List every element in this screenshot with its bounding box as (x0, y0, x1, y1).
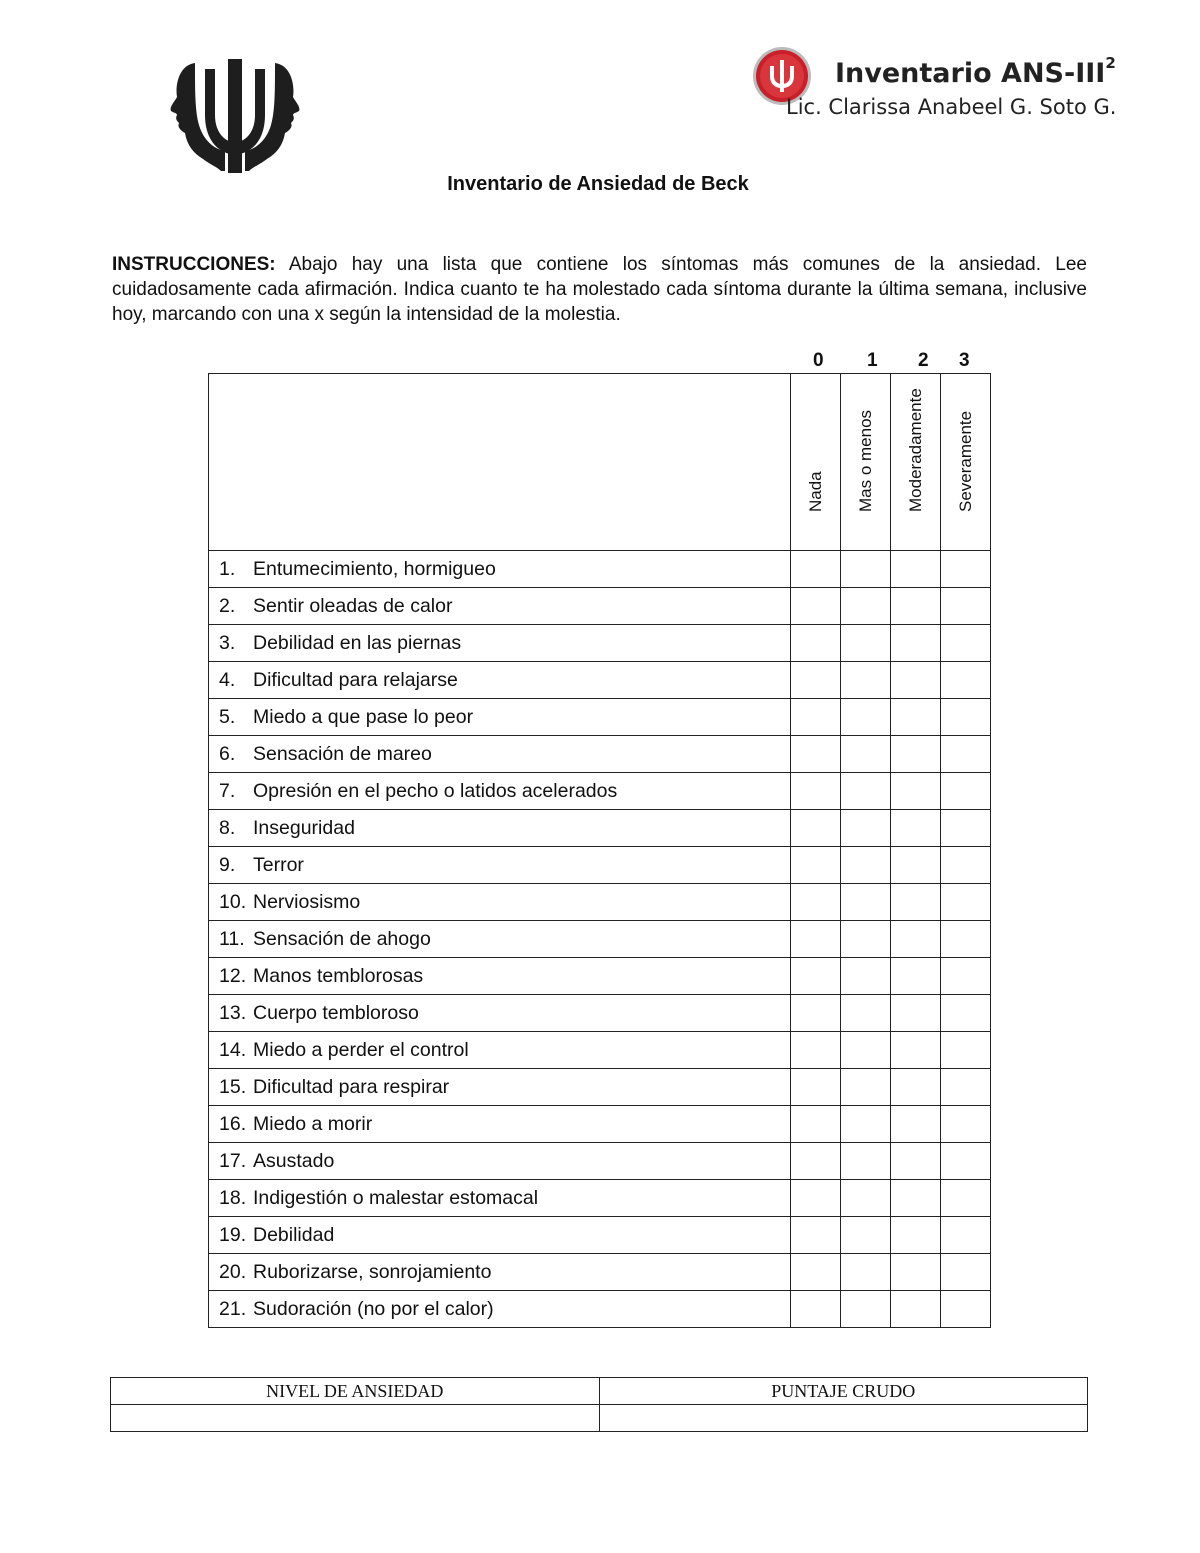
mark-cell-nada[interactable] (791, 1143, 841, 1180)
symptom-text: Miedo a que pase lo peor (253, 705, 474, 728)
symptom-text: Manos temblorosas (253, 964, 424, 987)
mark-cell-mas-o-menos[interactable] (841, 625, 891, 662)
mark-cell-mas-o-menos[interactable] (841, 551, 891, 588)
symptom-label (209, 847, 791, 884)
symptom-label (209, 958, 791, 995)
mark-cell-moderadamente[interactable] (891, 884, 941, 921)
scale-number-1: 1 (867, 350, 878, 371)
symptom-text: Opresión en el pecho o latidos acelerados (253, 779, 618, 802)
mark-cell-mas-o-menos[interactable] (841, 958, 891, 995)
symptom-table (208, 373, 991, 1328)
mark-cell-moderadamente[interactable] (891, 588, 941, 625)
symptom-label (209, 884, 791, 921)
symptom-number: 6. (219, 742, 236, 765)
symptom-text: Cuerpo tembloroso (253, 1001, 419, 1024)
mark-cell-mas-o-menos[interactable] (841, 1254, 891, 1291)
mark-cell-nada[interactable] (791, 1106, 841, 1143)
symptom-label (209, 995, 791, 1032)
puntaje-crudo-label: PUNTAJE CRUDO (599, 1378, 1088, 1405)
nivel-ansiedad-field[interactable] (111, 1405, 600, 1432)
symptom-text: Entumecimiento, hormigueo (253, 557, 496, 580)
mark-cell-severamente[interactable] (941, 1032, 991, 1069)
symptom-label (209, 699, 791, 736)
mark-cell-mas-o-menos[interactable] (841, 1180, 891, 1217)
table-header-row (209, 374, 991, 551)
header-title: Inventario ANS-III$^2$ (835, 54, 1116, 89)
scale-number-2: 2 (918, 350, 929, 371)
symptom-label (209, 1069, 791, 1106)
mark-cell-severamente[interactable] (941, 1106, 991, 1143)
mark-cell-mas-o-menos[interactable] (841, 921, 891, 958)
mark-cell-severamente[interactable] (941, 588, 991, 625)
mark-cell-severamente[interactable] (941, 551, 991, 588)
mark-cell-mas-o-menos[interactable] (841, 1032, 891, 1069)
table-row (209, 1291, 991, 1328)
symptom-text: Sensación de ahogo (253, 927, 431, 950)
table-row (209, 921, 991, 958)
mark-cell-mas-o-menos[interactable] (841, 736, 891, 773)
mark-cell-nada[interactable] (791, 1032, 841, 1069)
symptom-label (209, 625, 791, 662)
table-row (209, 1069, 991, 1106)
header-blank-cell (209, 374, 791, 551)
table-row (209, 699, 991, 736)
instructions-text: Abajo hay una lista que contiene los síntomas más comunes de la ansiedad. Lee cuidadosamente cada afirmación. Indica cuanto te ha molestado cada síntoma durante la última semana, inclusive hoy, marcando con una x según la intensidad de la molestia. (112, 254, 1087, 325)
mark-cell-nada[interactable] (791, 847, 841, 884)
table-row (209, 1254, 991, 1291)
table-row (209, 773, 991, 810)
symptom-number: 19. (219, 1223, 247, 1246)
symptom-label (209, 588, 791, 625)
symptom-text: Inseguridad (253, 816, 355, 839)
mark-cell-severamente[interactable] (941, 1069, 991, 1106)
scale-number-0: 0 (813, 350, 824, 371)
mark-cell-nada[interactable] (791, 1069, 841, 1106)
symptom-label (209, 1106, 791, 1143)
symptom-number: 12. (219, 964, 247, 987)
mark-cell-moderadamente[interactable] (891, 810, 941, 847)
symptom-text: Asustado (253, 1149, 335, 1172)
scale-number-3: 3 (959, 350, 970, 371)
mark-cell-moderadamente[interactable] (891, 1069, 941, 1106)
symptom-label (209, 1291, 791, 1328)
mark-cell-moderadamente[interactable] (891, 1106, 941, 1143)
symptom-label (209, 1143, 791, 1180)
symptom-label (209, 773, 791, 810)
symptom-text: Miedo a morir (253, 1112, 373, 1135)
psi-faces-logo-icon (165, 55, 305, 175)
mark-cell-nada[interactable] (791, 551, 841, 588)
mark-cell-mas-o-menos[interactable] (841, 995, 891, 1032)
mark-cell-nada[interactable] (791, 1254, 841, 1291)
puntaje-crudo-field[interactable] (599, 1405, 1088, 1432)
mark-cell-mas-o-menos[interactable] (841, 773, 891, 810)
mark-cell-moderadamente[interactable] (891, 1180, 941, 1217)
symptom-text: Ruborizarse, sonrojamiento (253, 1260, 492, 1283)
symptom-text: Miedo a perder el control (253, 1038, 469, 1061)
mark-cell-nada[interactable] (791, 625, 841, 662)
symptom-text: Sentir oleadas de calor (253, 594, 453, 617)
symptom-label (209, 1032, 791, 1069)
mark-cell-mas-o-menos[interactable] (841, 1143, 891, 1180)
mark-cell-moderadamente[interactable] (891, 551, 941, 588)
table-row (209, 995, 991, 1032)
summary-table (110, 1377, 1088, 1432)
symptom-label (209, 921, 791, 958)
header-col-moderadamente: Moderadamente (891, 374, 941, 551)
table-row (209, 810, 991, 847)
mark-cell-severamente[interactable] (941, 773, 991, 810)
mark-cell-severamente[interactable] (941, 736, 991, 773)
mark-cell-severamente[interactable] (941, 1217, 991, 1254)
mark-cell-moderadamente[interactable] (891, 921, 941, 958)
mark-cell-severamente[interactable] (941, 1143, 991, 1180)
symptom-number: 2. (219, 594, 236, 617)
symptom-number: 5. (219, 705, 236, 728)
nivel-ansiedad-label: NIVEL DE ANSIEDAD (111, 1378, 600, 1405)
symptom-number: 14. (219, 1038, 247, 1061)
table-row (209, 1180, 991, 1217)
mark-cell-nada[interactable] (791, 1291, 841, 1328)
instructions-label: INSTRUCCIONES: (112, 254, 276, 275)
symptom-number: 7. (219, 779, 236, 802)
symptom-number: 11. (219, 927, 245, 950)
mark-cell-moderadamente[interactable] (891, 1143, 941, 1180)
mark-cell-severamente[interactable] (941, 1254, 991, 1291)
mark-cell-nada[interactable] (791, 810, 841, 847)
mark-cell-severamente[interactable] (941, 1180, 991, 1217)
mark-cell-moderadamente[interactable] (891, 736, 941, 773)
summary-input-row (111, 1405, 1088, 1432)
mark-cell-nada[interactable] (791, 995, 841, 1032)
mark-cell-moderadamente[interactable] (891, 699, 941, 736)
header-col-mas-o-menos: Mas o menos (841, 374, 891, 551)
mark-cell-nada[interactable] (791, 699, 841, 736)
mark-cell-severamente[interactable] (941, 699, 991, 736)
table-row (209, 1143, 991, 1180)
table-row (209, 1032, 991, 1069)
symptom-text: Nerviosismo (253, 890, 361, 913)
instructions (112, 252, 1087, 327)
mark-cell-nada[interactable] (791, 958, 841, 995)
mark-cell-moderadamente[interactable] (891, 1032, 941, 1069)
mark-cell-nada[interactable] (791, 884, 841, 921)
table-row (209, 736, 991, 773)
mark-cell-severamente[interactable] (941, 884, 991, 921)
mark-cell-moderadamente[interactable] (891, 625, 941, 662)
mark-cell-severamente[interactable] (941, 662, 991, 699)
mark-cell-moderadamente[interactable] (891, 847, 941, 884)
symptom-text: Indigestión o malestar estomacal (253, 1186, 539, 1209)
table-row (209, 588, 991, 625)
symptom-text: Sensación de mareo (253, 742, 432, 765)
symptom-label (209, 736, 791, 773)
table-row (209, 625, 991, 662)
mark-cell-mas-o-menos[interactable] (841, 588, 891, 625)
mark-cell-severamente[interactable] (941, 958, 991, 995)
mark-cell-mas-o-menos[interactable] (841, 810, 891, 847)
table-row (209, 1106, 991, 1143)
symptom-number: 18. (219, 1186, 247, 1209)
symptom-label (209, 1217, 791, 1254)
mark-cell-severamente[interactable] (941, 810, 991, 847)
mark-cell-severamente[interactable] (941, 995, 991, 1032)
symptom-number: 9. (219, 853, 236, 876)
symptom-number: 4. (219, 668, 236, 691)
symptom-text: Debilidad (253, 1223, 335, 1246)
symptom-text: Debilidad en las piernas (253, 631, 462, 654)
mark-cell-nada[interactable] (791, 1180, 841, 1217)
mark-cell-severamente[interactable] (941, 921, 991, 958)
mark-cell-moderadamente[interactable] (891, 995, 941, 1032)
symptom-number: 16. (219, 1112, 247, 1135)
mark-cell-moderadamente[interactable] (891, 773, 941, 810)
mark-cell-nada[interactable] (791, 773, 841, 810)
symptom-text: Dificultad para relajarse (253, 668, 458, 691)
header-col-severamente: Severamente (941, 374, 991, 551)
mark-cell-severamente[interactable] (941, 625, 991, 662)
symptom-number: 17. (219, 1149, 247, 1172)
symptom-text: Dificultad para respirar (253, 1075, 450, 1098)
mark-cell-moderadamente[interactable] (891, 958, 941, 995)
mark-cell-moderadamente[interactable] (891, 1254, 941, 1291)
mark-cell-nada[interactable] (791, 1217, 841, 1254)
mark-cell-mas-o-menos[interactable] (841, 1217, 891, 1254)
mark-cell-severamente[interactable] (941, 847, 991, 884)
mark-cell-mas-o-menos[interactable] (841, 662, 891, 699)
table-row (209, 958, 991, 995)
mark-cell-severamente[interactable] (941, 1291, 991, 1328)
mark-cell-mas-o-menos[interactable] (841, 1069, 891, 1106)
document-title: Inventario de Ansiedad de Beck (447, 173, 749, 195)
mark-cell-mas-o-menos[interactable] (841, 1106, 891, 1143)
summary-header-row (111, 1378, 1088, 1405)
symptom-label (209, 810, 791, 847)
symptom-label (209, 551, 791, 588)
table-row (209, 1217, 991, 1254)
symptom-number: 1. (219, 557, 236, 580)
table-row (209, 884, 991, 921)
table-row (209, 662, 991, 699)
table-row (209, 847, 991, 884)
mark-cell-mas-o-menos[interactable] (841, 699, 891, 736)
mark-cell-mas-o-menos[interactable] (841, 884, 891, 921)
mark-cell-nada[interactable] (791, 736, 841, 773)
symptom-text: Terror (253, 853, 304, 876)
mark-cell-moderadamente[interactable] (891, 1291, 941, 1328)
symptom-label (209, 662, 791, 699)
header-col-nada: Nada (791, 374, 841, 551)
mark-cell-nada[interactable] (791, 588, 841, 625)
symptom-number: 20. (219, 1260, 247, 1283)
mark-cell-nada[interactable] (791, 921, 841, 958)
symptom-label (209, 1180, 791, 1217)
mark-cell-moderadamente[interactable] (891, 662, 941, 699)
table-row (209, 551, 991, 588)
symptom-text: Sudoración (no por el calor) (253, 1297, 494, 1320)
symptom-number: 10. (219, 890, 247, 913)
symptom-label (209, 1254, 791, 1291)
mark-cell-moderadamente[interactable] (891, 1217, 941, 1254)
mark-cell-mas-o-menos[interactable] (841, 847, 891, 884)
symptom-number: 15. (219, 1075, 247, 1098)
symptom-number: 13. (219, 1001, 247, 1024)
symptom-number: 21. (219, 1297, 247, 1320)
mark-cell-nada[interactable] (791, 662, 841, 699)
symptom-number: 3. (219, 631, 236, 654)
symptom-number: 8. (219, 816, 236, 839)
header-subtitle: Lic. Clarissa Anabeel G. Soto G. (786, 95, 1117, 119)
mark-cell-mas-o-menos[interactable] (841, 1291, 891, 1328)
